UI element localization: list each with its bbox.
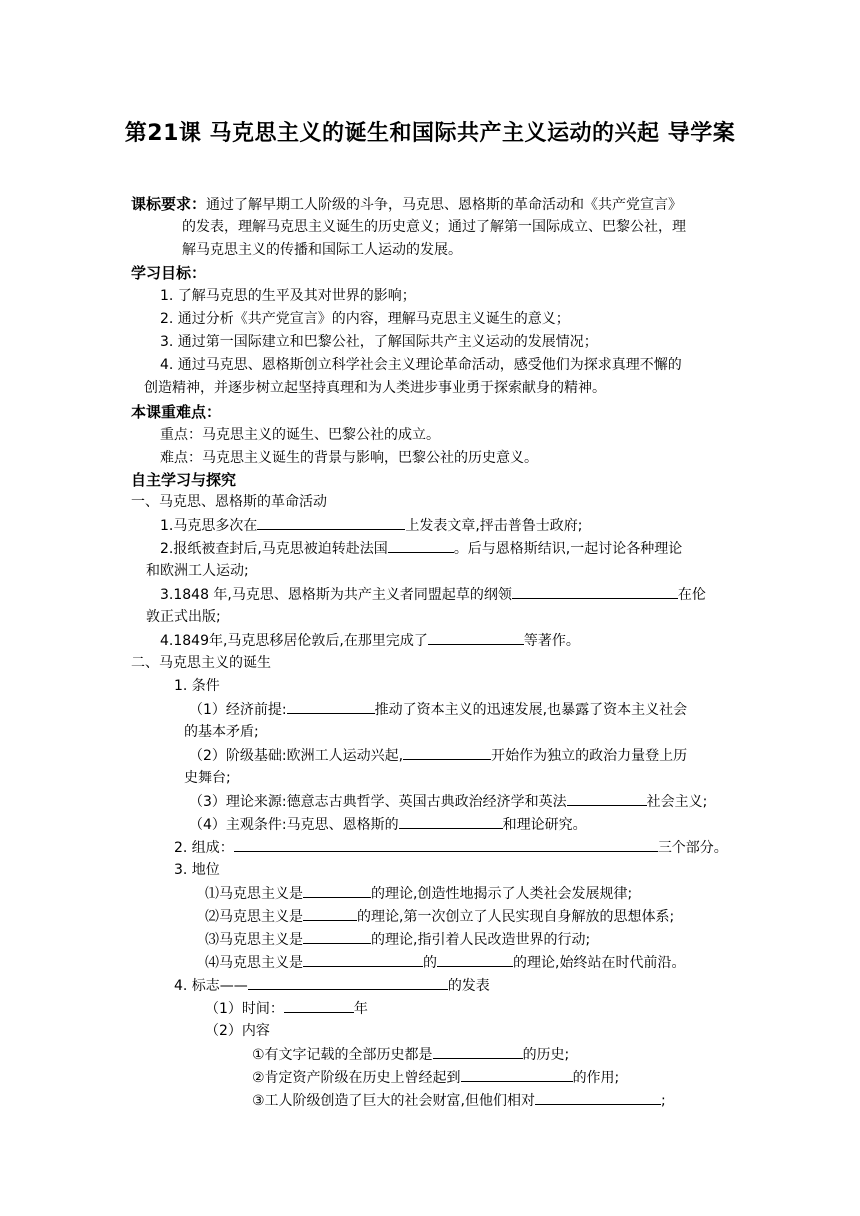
page-title: 第21课 马克思主义的诞生和国际共产主义运动的兴起 导学案 bbox=[124, 121, 736, 146]
fill-blank[interactable] bbox=[388, 537, 454, 553]
composition: 2. 组成： 三个部分。 bbox=[174, 836, 728, 859]
section-2-heading: 二、马克思主义的诞生 bbox=[131, 655, 271, 671]
fill-blank[interactable] bbox=[287, 698, 375, 714]
goal-4-cont: 创造精神，并逐步树立起坚持真理和为人类进步事业勇于探索献身的精神。 bbox=[144, 380, 606, 396]
milestone: 4. 标志—— 的发表 bbox=[174, 974, 490, 997]
difficult-point: 难点：马克思主义诞生的背景与影响，巴黎公社的历史意义。 bbox=[160, 450, 538, 466]
conditions-heading: 1. 条件 bbox=[174, 678, 220, 694]
keypoints-heading: 本课重难点： bbox=[131, 403, 222, 421]
section-1-heading: 一、马克思、恩格斯的革命活动 bbox=[131, 494, 327, 510]
fill-blank[interactable] bbox=[567, 790, 647, 806]
position-3: ⑶马克思主义是 的理论,指引着人民改造世界的行动; bbox=[205, 928, 590, 951]
fill-blank[interactable] bbox=[303, 905, 357, 921]
fill-blank[interactable] bbox=[512, 583, 678, 599]
curriculum-line-3: 解马克思主义的传播和国际工人运动的发展。 bbox=[182, 242, 462, 258]
goal-1: 1. 了解马克思的生平及其对世界的影响； bbox=[160, 288, 416, 304]
fill-blank[interactable] bbox=[234, 836, 658, 852]
position-2: ⑵马克思主义是 的理论,第一次创立了人民实现自身解放的思想体系; bbox=[205, 905, 674, 928]
position-4: ⑷马克思主义是 的 的理论,始终站在时代前沿。 bbox=[205, 951, 685, 974]
position-heading: 3. 地位 bbox=[174, 862, 220, 878]
content-3: ③工人阶级创造了巨大的社会财富,但他们相对 ; bbox=[252, 1089, 666, 1112]
item-1-3-cont: 敦正式出版; bbox=[146, 609, 221, 625]
fill-blank[interactable] bbox=[284, 997, 354, 1013]
condition-1: （1）经济前提: 推动了资本主义的迅速发展,也暴露了资本主义社会 bbox=[189, 698, 687, 721]
item-1-1: 1.马克思多次在 上发表文章,抨击普鲁士政府; bbox=[160, 514, 583, 537]
position-1: ⑴马克思主义是 的理论,创造性地揭示了人类社会发展规律; bbox=[205, 882, 632, 905]
milestone-content: （2）内容 bbox=[205, 1023, 270, 1039]
item-1-4: 4.1849年,马克思移居伦敦后,在那里完成了 等著作。 bbox=[160, 629, 580, 652]
goal-3: 3. 通过第一国际建立和巴黎公社，了解国际共产主义运动的发展情况； bbox=[160, 334, 598, 350]
condition-3: （3）理论来源:德意志古典哲学、英国古典政治经济学和英法 社会主义; bbox=[189, 790, 707, 813]
curriculum-label: 课标要求： bbox=[131, 195, 207, 213]
fill-blank[interactable] bbox=[248, 974, 448, 990]
content-1: ①有文字记载的全部历史都是 的历史; bbox=[252, 1043, 569, 1066]
condition-4: （4）主观条件:马克思、恩格斯的 和理论研究。 bbox=[189, 813, 587, 836]
fill-blank[interactable] bbox=[428, 629, 524, 645]
item-1-2-cont: 和欧洲工人运动; bbox=[146, 563, 249, 579]
content-2: ②肯定资产阶级在历史上曾经起到 的作用; bbox=[252, 1066, 619, 1089]
fill-blank[interactable] bbox=[433, 1043, 523, 1059]
fill-blank[interactable] bbox=[399, 813, 503, 829]
milestone-time: （1）时间： 年 bbox=[205, 997, 368, 1020]
study-heading: 自主学习与探究 bbox=[131, 471, 237, 489]
fill-blank[interactable] bbox=[303, 928, 371, 944]
goals-heading: 学习目标： bbox=[131, 264, 207, 282]
curriculum-line-1: 课标要求：通过了解早期工人阶级的斗争，马克思、恩格斯的革命活动和《共产党宣言》 bbox=[131, 195, 683, 213]
goal-2: 2. 通过分析《共产党宣言》的内容，理解马克思主义诞生的意义； bbox=[160, 311, 570, 327]
key-point: 重点：马克思主义的诞生、巴黎公社的成立。 bbox=[160, 427, 440, 443]
fill-blank[interactable] bbox=[303, 882, 371, 898]
condition-2: （2）阶级基础:欧洲工人运动兴起, 开始作为独立的政治力量登上历 bbox=[189, 744, 687, 767]
item-1-3: 3.1848 年,马克思、恩格斯为共产主义者同盟起草的纲领 在伦 bbox=[160, 583, 706, 606]
fill-blank[interactable] bbox=[535, 1089, 661, 1105]
condition-2-cont: 史舞台; bbox=[184, 770, 231, 786]
item-1-2: 2.报纸被查封后,马克思被迫转赴法国 。后与恩格斯结识,一起讨论各种理论 bbox=[160, 537, 682, 560]
fill-blank[interactable] bbox=[257, 514, 405, 530]
condition-1-cont: 的基本矛盾; bbox=[184, 724, 259, 740]
fill-blank[interactable] bbox=[461, 1066, 573, 1082]
fill-blank[interactable] bbox=[437, 951, 513, 967]
fill-blank[interactable] bbox=[403, 744, 491, 760]
curriculum-line-2: 的发表，理解马克思主义诞生的历史意义；通过了解第一国际成立、巴黎公社，理 bbox=[182, 219, 686, 235]
fill-blank[interactable] bbox=[303, 951, 423, 967]
goal-4: 4. 通过马克思、恩格斯创立科学社会主义理论革命活动，感受他们为探求真理不懈的 bbox=[160, 357, 682, 373]
